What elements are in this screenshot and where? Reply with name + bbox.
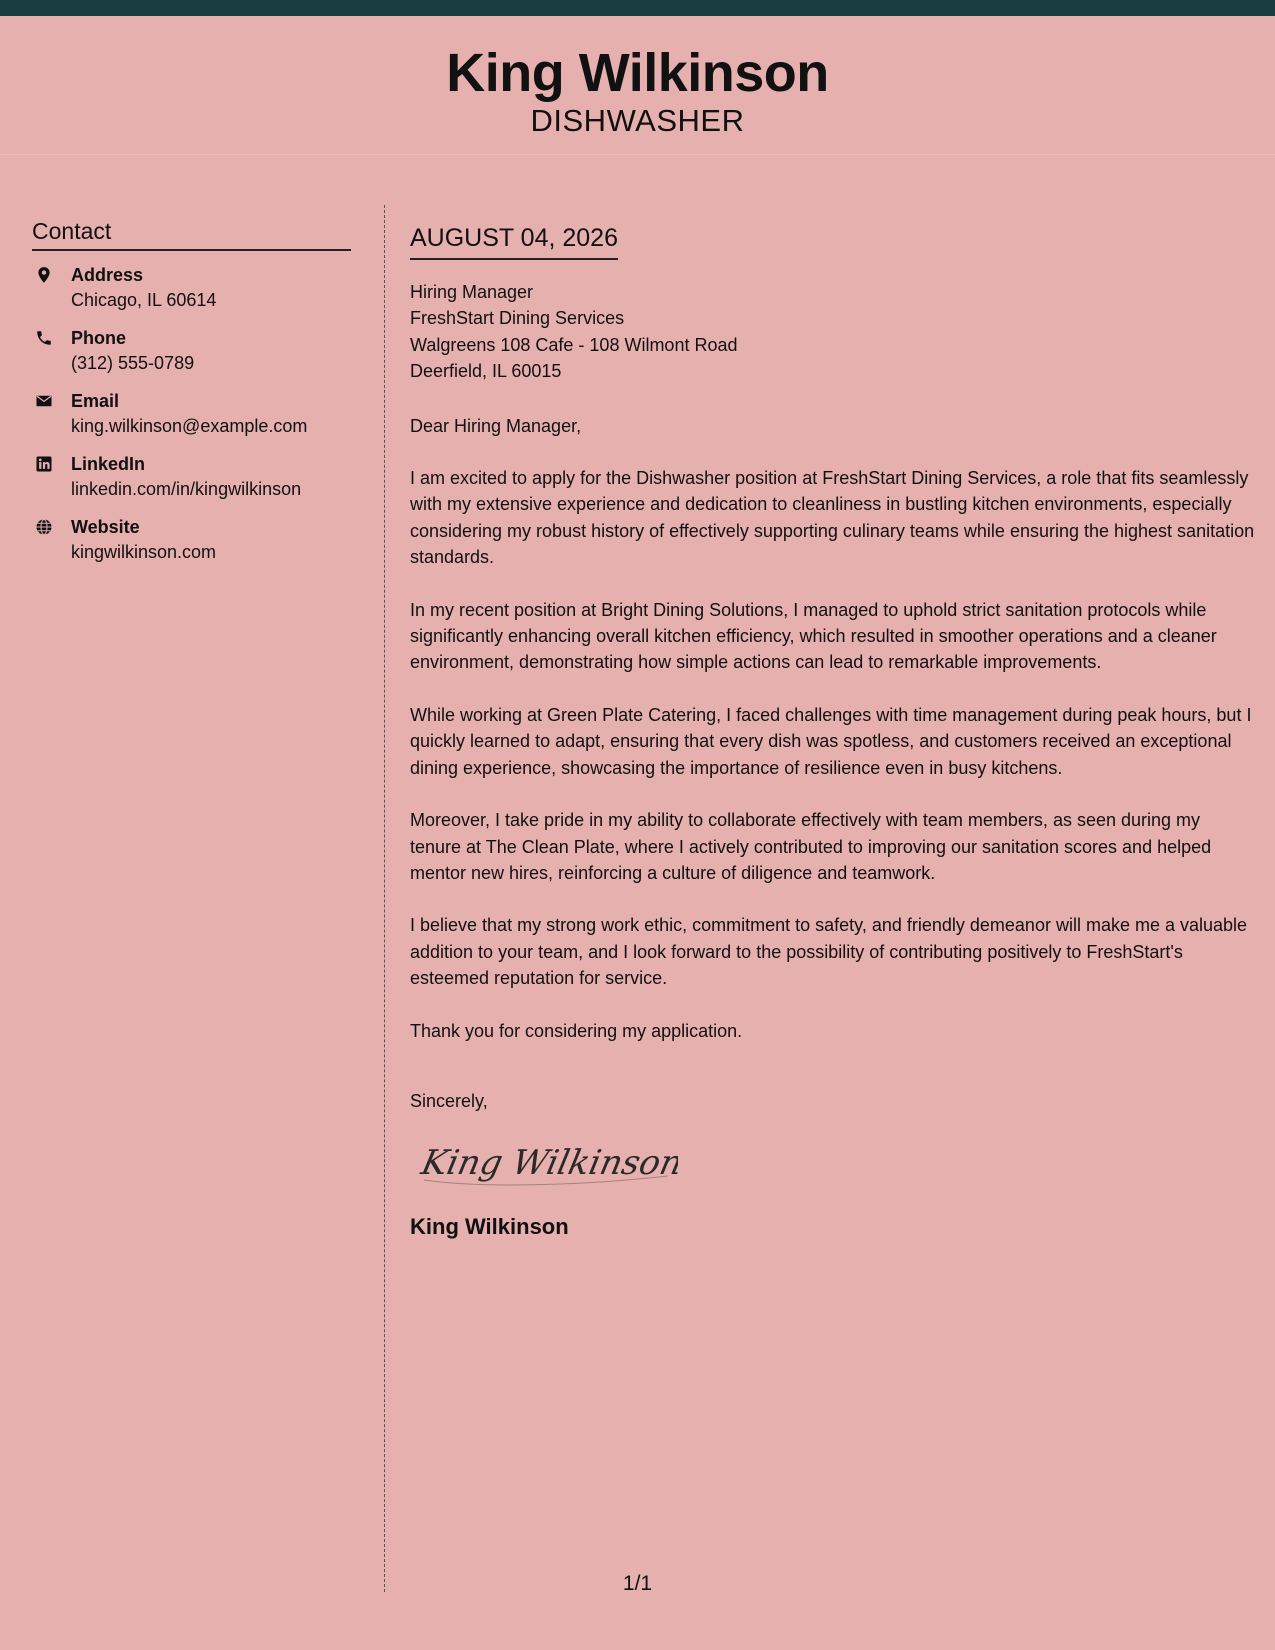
contact-label: Address	[71, 265, 144, 285]
signed-name: King Wilkinson	[410, 1213, 569, 1239]
map-pin-icon	[35, 266, 53, 284]
phone-icon	[35, 329, 53, 347]
contact-label: Website	[71, 517, 140, 537]
job-title: DISHWASHER	[530, 103, 745, 138]
closing: Sincerely,	[410, 1090, 488, 1111]
body-paragraph: Moreover, I take pride in my ability to collaborate effectively with team members, as seen during my tenure at The Clean Plate, where I actively contributed to improving our sanitation scores and helped mentor new hires, reinforcing a culture of diligence and teamwork.	[410, 810, 1212, 883]
body-paragraph: I believe that my strong work ethic, commitment to safety, and friendly demeanor will make me a valuable addition to your team, and I look forward to the possibility of contributing positively to FreshStart's esteemed reputation for service.	[410, 915, 1248, 989]
applicant-name: King Wilkinson	[446, 43, 829, 103]
column-divider	[384, 205, 385, 1592]
contact-item-email	[32, 389, 351, 452]
page-number: 1/1	[622, 1572, 653, 1595]
recipient-line: Deerfield, IL 60015	[410, 361, 562, 382]
contact-item-linkedin	[32, 452, 351, 515]
contact-sidebar	[32, 218, 351, 578]
contact-list	[32, 263, 351, 578]
body-paragraph: Thank you for considering my application.	[410, 1020, 743, 1041]
body-paragraph: While working at Green Plate Catering, I faced challenges with time management during peak hours, but I quickly learned to adapt, ensuring that every dish was spotless, and customers received an exceptional dining experience, showcasing the importance of resilience even in busy kitchens.	[410, 704, 1252, 778]
recipient-line: Walgreens 108 Cafe - 108 Wilmont Road	[410, 334, 738, 355]
recipient-line: Hiring Manager	[410, 282, 534, 302]
contact-item-address	[32, 263, 351, 326]
contact-heading: Contact	[32, 218, 351, 251]
svg-text:King Wilkinson: King Wilkinson	[418, 1143, 678, 1184]
contact-item-phone	[32, 326, 351, 389]
salutation: Dear Hiring Manager,	[410, 415, 582, 436]
website-link[interactable]: kingwilkinson.com	[71, 542, 217, 562]
body-paragraph: I am excited to apply for the Dishwasher position at FreshStart Dining Services, a role that fits seamlessly with my extensive experience and dedication to cleanliness in bustling kitchen environments, especially considering my robust history of effectively supporting culinary teams while ensuring the highest sanitation standards.	[410, 468, 1255, 568]
contact-label: Email	[71, 391, 120, 411]
top-accent-bar	[0, 0, 1275, 16]
handwritten-signature	[418, 1126, 678, 1198]
letter-body	[410, 222, 1255, 1242]
address-value: Chicago, IL 60614	[71, 290, 217, 310]
phone-value: (312) 555-0789	[71, 353, 195, 373]
linkedin-icon	[35, 455, 53, 473]
contact-label: Phone	[71, 328, 127, 348]
email-link[interactable]: king.wilkinson@example.com	[71, 416, 308, 436]
envelope-icon	[35, 392, 53, 410]
globe-icon	[35, 518, 53, 536]
recipient-block	[410, 279, 1255, 385]
contact-label: LinkedIn	[71, 454, 146, 474]
body-paragraph: In my recent position at Bright Dining Solutions, I managed to uphold strict sanitation protocols while significantly enhancing overall kitchen efficiency, which resulted in smoother operations and a cleaner environment, demonstrating how simple actions can lead to remarkable improvements.	[410, 599, 1217, 673]
page-header	[0, 16, 1275, 155]
recipient-line: FreshStart Dining Services	[410, 308, 625, 329]
linkedin-link[interactable]: linkedin.com/in/kingwilkinson	[71, 479, 302, 499]
contact-item-website	[32, 515, 351, 578]
letter-date: AUGUST 04, 2026	[410, 222, 618, 260]
